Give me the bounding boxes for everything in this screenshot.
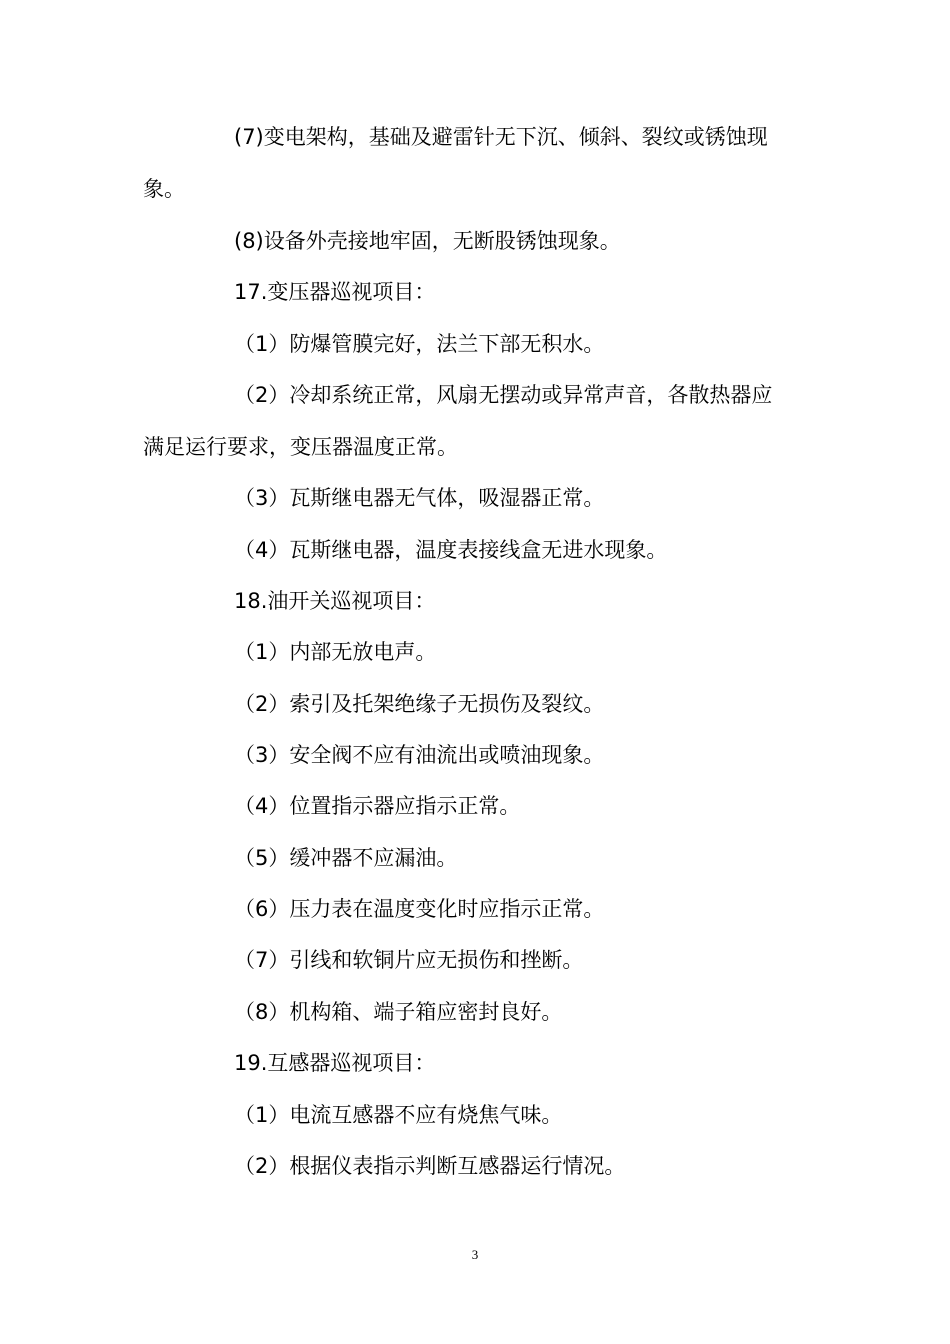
list-item: （1）防爆管膜完好，法兰下部无积水。: [234, 332, 605, 356]
list-item: （3）安全阀不应有油流出或喷油现象。: [234, 743, 605, 767]
paragraph-line: (7)变电架构，基础及避雷针无下沉、倾斜、裂纹或锈蚀现: [234, 125, 768, 149]
section-heading: 19.互感器巡视项目：: [234, 1051, 436, 1075]
section-heading: 17.变压器巡视项目：: [234, 280, 436, 304]
section-heading: 18.油开关巡视项目：: [234, 589, 436, 613]
list-item: （5）缓冲器不应漏油。: [234, 846, 458, 870]
list-item: （3）瓦斯继电器无气体，吸湿器正常。: [234, 486, 605, 510]
page-number: 3: [471, 1247, 479, 1262]
list-item: （2）根据仪表指示判断互感器运行情况。: [234, 1154, 626, 1178]
list-item-continuation: 满足运行要求，变压器温度正常。: [143, 435, 458, 459]
list-item: （8）机构箱、端子箱应密封良好。: [234, 1000, 563, 1024]
list-item: （2）索引及托架绝缘子无损伤及裂纹。: [234, 692, 605, 716]
paragraph-line: (8)设备外壳接地牢固，无断股锈蚀现象。: [234, 229, 621, 253]
list-item: （2）冷却系统正常，风扇无摆动或异常声音，各散热器应: [234, 383, 773, 407]
list-item: （1）内部无放电声。: [234, 640, 437, 664]
list-item: （4）位置指示器应指示正常。: [234, 794, 521, 818]
list-item: （1）电流互感器不应有烧焦气味。: [234, 1103, 563, 1127]
list-item: （4）瓦斯继电器，温度表接线盒无进水现象。: [234, 538, 668, 562]
paragraph-line: 象。: [143, 177, 185, 201]
list-item: （7）引线和软铜片应无损伤和挫断。: [234, 948, 584, 972]
list-item: （6）压力表在温度变化时应指示正常。: [234, 897, 605, 921]
